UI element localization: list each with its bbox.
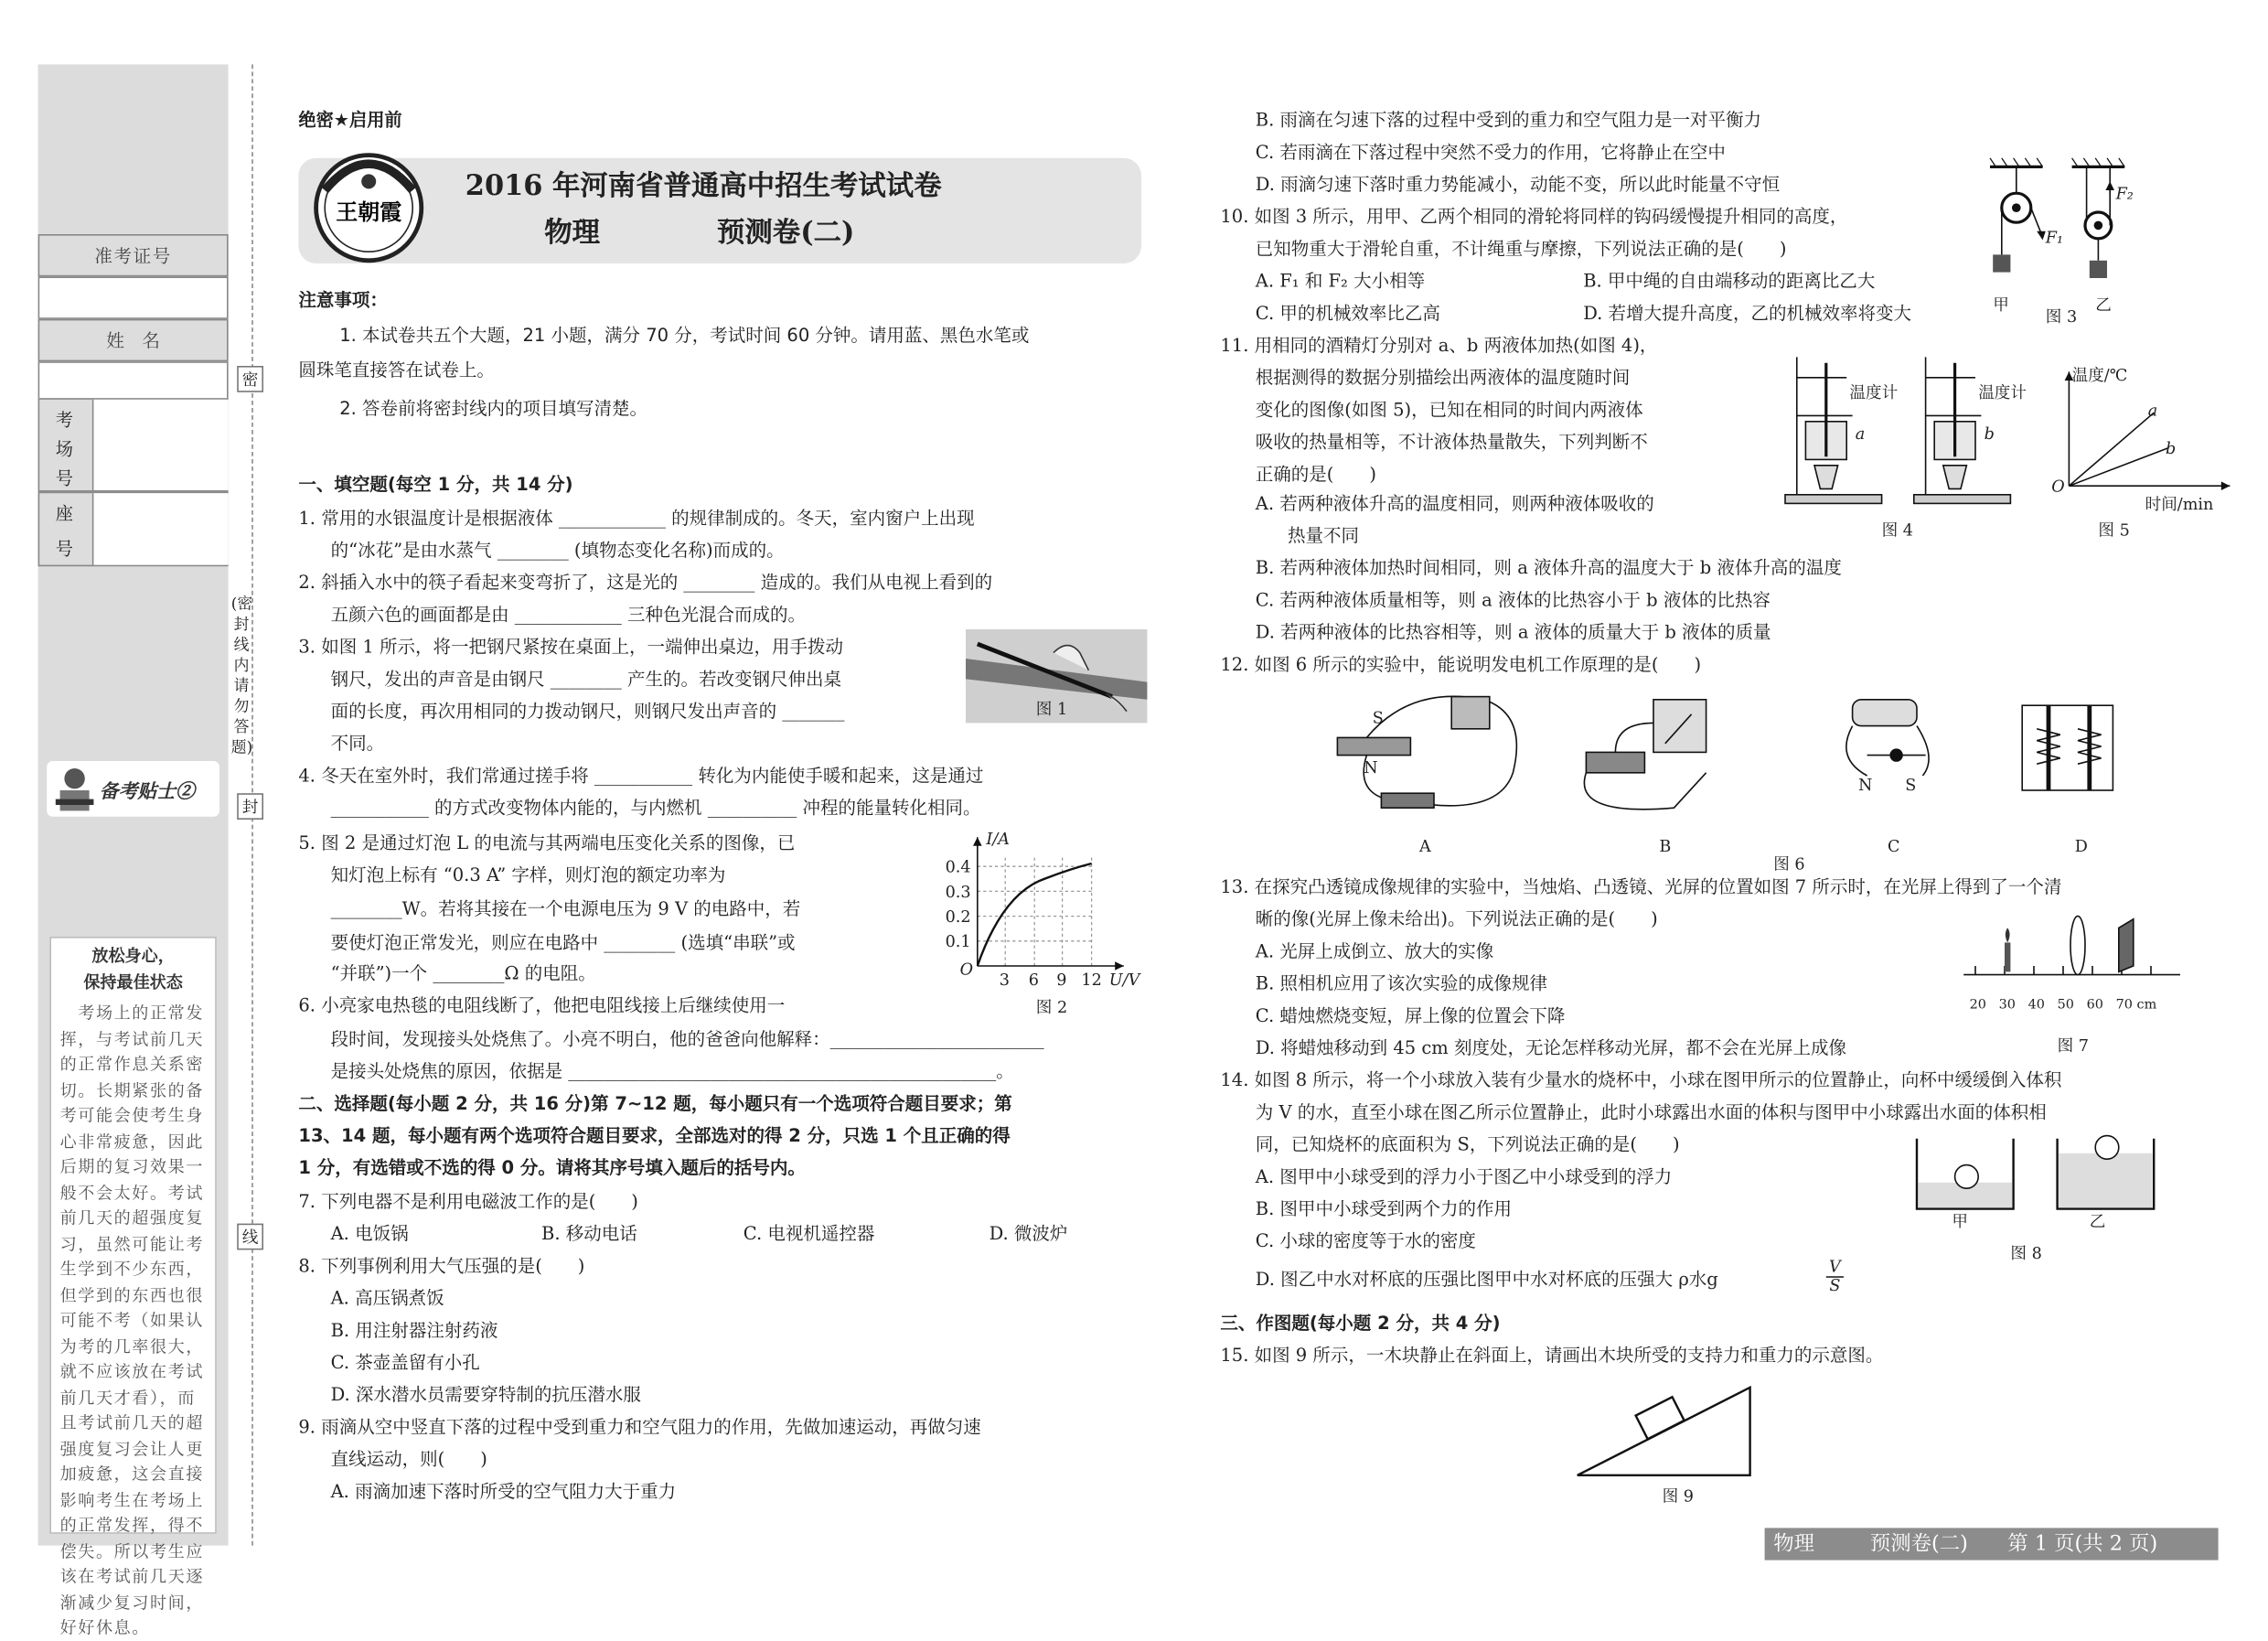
q9-option-b: B. 雨滴在匀速下落的过程中受到的重力和空气阻力是一对平衡力 bbox=[1255, 110, 1762, 131]
q11-stem-1: 11. 用相同的酒精灯分别对 a、b 两液体加热(如图 4)， bbox=[1220, 335, 1658, 356]
q14-fraction-denominator: S bbox=[1829, 1276, 1841, 1295]
q9-option-c: C. 若雨滴在下落过程中突然不受力的作用，它将静止在空中 bbox=[1255, 142, 1726, 163]
fig6-a-pole-s: S bbox=[1372, 708, 1384, 728]
fig2-caption: 图 2 bbox=[1035, 998, 1068, 1017]
fig7-tick-40: 40 bbox=[2027, 998, 2045, 1014]
publisher-seal-logo bbox=[305, 146, 433, 266]
fig7-tick-30: 30 bbox=[1998, 998, 2016, 1014]
fig3-f2: F₂ bbox=[2115, 184, 2134, 204]
q13-stem-2: 晰的像(光屏上像未给出)。下列说法正确的是( ) bbox=[1255, 908, 1658, 929]
q8-stem: 8. 下列事例利用大气压强的是( ) bbox=[298, 1255, 585, 1277]
fig6-experiments bbox=[1322, 685, 2127, 837]
q5-line1: 5. 图 2 是通过灯泡 L 的电流与其两端电压变化关系的图像，已 bbox=[298, 832, 796, 853]
room-cell bbox=[38, 398, 229, 491]
fig5-x-axis-label: 时间/min bbox=[2145, 494, 2214, 514]
fig4-liquid-a: a bbox=[1855, 424, 1866, 444]
student-reading-icon bbox=[53, 764, 97, 813]
fig2-x-tick-3: 3 bbox=[999, 970, 1010, 990]
q2-line2: 五颜六色的画面都是由 ____________ 三种色光混合而成的。 bbox=[330, 604, 807, 626]
fig3-f1: F₁ bbox=[2045, 228, 2064, 248]
q10-option-a: A. F₁ 和 F₂ 大小相等 bbox=[1255, 271, 1426, 292]
q4-line2: ___________ 的方式改变物体内能的，与内燃机 __________ 冲程的能量转化相同。 bbox=[330, 798, 981, 819]
notes-heading: 注意事项： bbox=[298, 289, 388, 311]
fig4-caption: 图 4 bbox=[1881, 520, 1913, 541]
fig3-caption: 图 3 bbox=[2045, 307, 2078, 327]
q10-option-c: C. 甲的机械效率比乙高 bbox=[1255, 303, 1440, 324]
fig6-option-c: C bbox=[1888, 837, 1900, 856]
q10-option-b: B. 甲中绳的自由端移动的距离比乙大 bbox=[1583, 271, 1876, 292]
fig8-beakers bbox=[1911, 1132, 2180, 1217]
q7-option-d: D. 微波炉 bbox=[989, 1223, 1068, 1244]
name-label-cell bbox=[38, 319, 229, 361]
fig7-tick-20: 20 bbox=[1969, 998, 1986, 1014]
page-footer bbox=[1765, 1528, 2219, 1560]
seal-note: (密封线内请勿答题) bbox=[230, 595, 253, 757]
fig3-label-jia: 甲 bbox=[1993, 295, 2009, 315]
q13-option-b: B. 照相机应用了该次实验的成像规律 bbox=[1255, 973, 1548, 994]
q7-option-a: A. 电饭锅 bbox=[330, 1223, 409, 1244]
seat-label: 座号 bbox=[55, 503, 73, 560]
q11-stem-5: 正确的是( ) bbox=[1255, 464, 1377, 485]
q5-line4: 要使灯泡正常发光，则应在电路中 ________ (选填“串联”或 bbox=[330, 932, 796, 953]
tip-heading-2: 保持最佳状态 bbox=[83, 971, 183, 992]
fig2-x-axis-label: U/V bbox=[1108, 970, 1140, 990]
q11-option-d: D. 若两种液体的比热容相等，则 a 液体的质量大于 b 液体的质量 bbox=[1255, 622, 1771, 643]
tip-heading-1: 放松身心， bbox=[91, 945, 175, 966]
confidential-mark: 绝密★启用前 bbox=[298, 110, 402, 131]
q3-line2: 钢尺，发出的声音是由钢尺 ________ 产生的。若改变钢尺伸出桌 bbox=[330, 669, 842, 690]
svg-text:王朝霞: 王朝霞 bbox=[336, 198, 402, 225]
q9-option-a: A. 雨滴加速下落时所受的空气阻力大于重力 bbox=[330, 1481, 677, 1502]
fig4-thermometer-label-2: 温度计 bbox=[1978, 383, 2027, 402]
tip-banner bbox=[47, 761, 219, 817]
q14-stem-2: 为 V 的水，直至小球在图乙所示位置静止，此时小球露出水面的体积与图甲中小球露出水面的体积相 bbox=[1255, 1101, 2047, 1123]
admission-number-field[interactable] bbox=[38, 276, 229, 318]
q14-fraction bbox=[1826, 1259, 1844, 1295]
q11-option-b: B. 若两种液体加热时间相同，则 a 液体升高的温度大于 b 液体升高的温度 bbox=[1255, 557, 1842, 578]
q4-line1: 4. 冬天在室外时，我们常通过搓手将 ___________ 转化为内能使手暖和起来，这是通过 bbox=[298, 765, 984, 787]
fig5-y-axis-label: 温度/℃ bbox=[2071, 366, 2128, 385]
q11-option-a-2: 热量不同 bbox=[1288, 525, 1359, 546]
q12-stem: 12. 如图 6 所示的实验中，能说明发电机工作原理的是( ) bbox=[1220, 654, 1702, 675]
seal-mark-xian: 线 bbox=[237, 1224, 263, 1250]
section1-heading: 一、填空题(每空 1 分，共 14 分) bbox=[298, 474, 573, 495]
exam-title: 2016 年河南省普通高中招生考试试卷 bbox=[465, 169, 942, 202]
q8-option-b: B. 用注射器注射药液 bbox=[330, 1320, 498, 1341]
q6-line2: 段时间，发现接头处烧焦了。小亮不明白，他的爸爸向他解释：________________________ bbox=[330, 1028, 1044, 1050]
fig1-caption: 图 1 bbox=[1035, 699, 1068, 719]
fig2-origin: O bbox=[959, 960, 974, 980]
q3-line3: 面的长度，再次用相同的力拨动钢尺，则钢尺发出声音的 _______ bbox=[330, 701, 845, 722]
fig7-tick-70: 70 cm bbox=[2115, 998, 2157, 1014]
q14-option-d: D. 图乙中水对杯底的压强比图甲中水对杯底的压强大 ρ水g bbox=[1255, 1269, 1718, 1290]
q6-line1: 6. 小亮家电热毯的电阻线断了，他把电阻线接上后继续使用一 bbox=[298, 995, 786, 1016]
q3-line4: 不同。 bbox=[330, 733, 385, 754]
fig2-y-tick-0.3: 0.3 bbox=[945, 882, 971, 902]
fig6-option-b: B bbox=[1659, 837, 1672, 856]
q8-option-d: D. 深水潜水员需要穿特制的抗压潜水服 bbox=[330, 1384, 641, 1405]
section3-heading: 三、作图题(每小题 2 分，共 4 分) bbox=[1220, 1313, 1501, 1334]
fig6-option-d: D bbox=[2074, 837, 2088, 856]
fig6-c-pole-n: N bbox=[1858, 776, 1873, 795]
fig8-label-yi: 乙 bbox=[2089, 1211, 2106, 1231]
q8-option-c: C. 茶壶盖留有小孔 bbox=[330, 1352, 480, 1373]
fig4-thermometer-label-1: 温度计 bbox=[1849, 383, 1899, 402]
fig2-y-tick-0.1: 0.1 bbox=[945, 932, 971, 951]
q7-option-c: C. 电视机遥控器 bbox=[743, 1223, 875, 1244]
room-label: 考场号 bbox=[55, 410, 73, 489]
q6-line3: 是接头处烧焦的原因，依据是 ________________________________________________。 bbox=[330, 1061, 1014, 1082]
q1-line1: 1. 常用的水银温度计是根据液体 ____________ 的规律制成的。冬天，室内窗户上出现 bbox=[298, 508, 975, 529]
fig7-tick-60: 60 bbox=[2086, 998, 2103, 1014]
fig2-x-tick-12: 12 bbox=[1081, 970, 1102, 990]
q11-option-a-1: A. 若两种液体升高的温度相同，则两种液体吸收的 bbox=[1255, 493, 1654, 514]
q14-option-a: A. 图甲中小球受到的浮力小于图乙中小球受到的浮力 bbox=[1255, 1166, 1673, 1187]
name-label: 姓 名 bbox=[106, 330, 160, 351]
q13-option-a: A. 光屏上成倒立、放大的实像 bbox=[1255, 940, 1494, 962]
note-1a: 1. 本试卷共五个大题，21 小题，满分 70 分，考试时间 60 分钟。请用蓝、黑色水笔或 bbox=[339, 325, 1030, 346]
section2-heading-1: 二、选择题(每小题 2 分，共 16 分)第 7~12 题，每小题只有一个选项符合题目要求；第 bbox=[298, 1093, 1012, 1114]
q5-line2: 知灯泡上标有 “0.3 A” 字样，则灯泡的额定功率为 bbox=[330, 864, 726, 885]
footer-page: 第 1 页(共 2 页) bbox=[2007, 1532, 2158, 1556]
fig2-y-tick-0.4: 0.4 bbox=[945, 857, 971, 877]
exam-subtitle: 预测卷(二) bbox=[717, 216, 855, 249]
fig8-caption: 图 8 bbox=[2010, 1244, 2042, 1263]
q11-option-c: C. 若两种液体质量相等，则 a 液体的比热容小于 b 液体的比热容 bbox=[1255, 589, 1771, 611]
seat-cell bbox=[38, 492, 229, 567]
fig7-caption: 图 7 bbox=[2057, 1035, 2089, 1056]
fig2-y-tick-0.2: 0.2 bbox=[945, 907, 971, 927]
seal-mark-mi: 密 bbox=[237, 366, 263, 392]
fig6-option-a: A bbox=[1419, 837, 1431, 856]
fig2-iv-graph bbox=[951, 829, 1149, 990]
q2-line1: 2. 斜插入水中的筷子看起来变弯折了，这是光的 ________ 造成的。我们从电视上看到的 bbox=[298, 572, 993, 593]
name-field[interactable] bbox=[38, 361, 229, 401]
q15-stem: 15. 如图 9 所示，一木块静止在斜面上，请画出木块所受的支持力和重力的示意图。 bbox=[1220, 1345, 1884, 1366]
q11-stem-4: 吸收的热量相等，不计液体热量散失，下列判断不 bbox=[1255, 432, 1648, 453]
fig9-incline-block bbox=[1571, 1381, 1756, 1481]
binding-sidebar bbox=[38, 64, 229, 1638]
q7-stem: 7. 下列电器不是利用电磁波工作的是( ) bbox=[298, 1191, 638, 1212]
q13-option-c: C. 蜡烛燃烧变短，屏上像的位置会下降 bbox=[1255, 1005, 1566, 1026]
seat-field[interactable] bbox=[92, 493, 229, 564]
q11-stem-2: 根据测得的数据分别描绘出两液体的温度随时间 bbox=[1255, 367, 1631, 388]
tip-body: 考场上的正常发挥，与考试前几天的正常作息关系密切。长期紧张的备考可能会使考生身心非常疲惫，因此后期的复习效果一般不会太好。考试前几天的超强度复习，虽然可能让考生学到不少东西，但学到的东西也很可能不考（如果认为考的几率很大，就不应该放在考试前几天才看），而且考试前几天的超强度复习会让人更加疲惫，这会直接影响考生在考场上的正常发挥，得不偿失。所以考生应该在考试前几天逐渐减少复习时间，好好休息。 bbox=[59, 1003, 205, 1638]
q10-stem-1: 10. 如图 3 所示，用甲、乙两个相同的滑轮将同样的钩码缓慢提升相同的高度， bbox=[1220, 206, 1848, 227]
fig6-caption: 图 6 bbox=[1773, 854, 1805, 874]
q14-fraction-numerator: V bbox=[1826, 1259, 1844, 1278]
q10-option-d: D. 若增大提升高度，乙的机械效率将变大 bbox=[1583, 303, 1912, 324]
q7-option-b: B. 移动电话 bbox=[541, 1223, 637, 1244]
admission-label: 准考证号 bbox=[94, 245, 172, 267]
q13-stem-1: 13. 在探究凸透镜成像规律的实验中，当烛焰、凸透镜、光屏的位置如图 7 所示时，在光屏上得到了一个清 bbox=[1220, 876, 2062, 897]
exam-subject: 物理 bbox=[544, 216, 601, 249]
fig2-y-axis-label: I/A bbox=[986, 830, 1010, 849]
q8-option-a: A. 高压锅煮饭 bbox=[330, 1288, 444, 1309]
note-2: 2. 答卷前将密封线内的项目填写清楚。 bbox=[339, 398, 648, 419]
q11-stem-3: 变化的图像(如图 5)，已知在相同的时间内两液体 bbox=[1255, 399, 1643, 421]
q9-option-d: D. 雨滴匀速下落时重力势能减小，动能不变，所以此时能量不守恒 bbox=[1255, 174, 1781, 195]
fig5-line-b: b bbox=[2166, 439, 2177, 458]
q10-stem-2: 已知物重大于滑轮自重，不计绳重与摩擦，下列说法正确的是( ) bbox=[1255, 238, 1787, 260]
q5-line5: “并联”)一个 ________Ω 的电阻。 bbox=[330, 962, 596, 984]
footer-subject: 物理 bbox=[1773, 1532, 1814, 1556]
admission-label-cell bbox=[38, 234, 229, 276]
tip-title: 备考贴士② bbox=[99, 781, 195, 804]
fig7-optical-bench bbox=[1961, 907, 2195, 1001]
q9-stem-2: 直线运动，则( ) bbox=[330, 1449, 487, 1470]
note-1b: 圆珠笔直接答在试卷上。 bbox=[298, 359, 495, 381]
q1-line2: 的“冰花”是由水蒸气 ________ (填物态变化名称)而成的。 bbox=[330, 540, 785, 561]
q13-option-d: D. 将蜡烛移动到 45 cm 刻度处，无论怎样移动光屏，都不会在光屏上成像 bbox=[1255, 1037, 1846, 1058]
fig3-label-yi: 乙 bbox=[2095, 295, 2112, 315]
seal-mark-feng: 封 bbox=[237, 793, 263, 820]
section2-heading-2: 13、14 题，每小题有两个选项符合题目要求，全部选对的得 2 分，只选 1 个且正确的得 bbox=[298, 1125, 1011, 1146]
section2-heading-3: 1 分，有选错或不选的得 0 分。请将其序号填入题后的括号内。 bbox=[298, 1157, 806, 1178]
fig6-a-pole-n: N bbox=[1364, 757, 1378, 778]
room-field[interactable] bbox=[92, 400, 229, 490]
fig5-line-a: a bbox=[2147, 401, 2158, 421]
q3-line1: 3. 如图 1 所示，将一把钢尺紧按在桌面上，一端伸出桌边，用手拨动 bbox=[298, 637, 844, 658]
fig8-label-jia: 甲 bbox=[1952, 1211, 1968, 1231]
tip-panel bbox=[49, 937, 216, 1638]
fig4-liquid-b: b bbox=[1984, 424, 1995, 444]
fig2-x-tick-6: 6 bbox=[1028, 970, 1039, 990]
q9-stem-1: 9. 雨滴从空中竖直下落的过程中受到重力和空气阻力的作用，先做加速运动，再做匀速 bbox=[298, 1416, 981, 1438]
fig2-x-tick-9: 9 bbox=[1056, 970, 1067, 990]
q5-line3: ________W。若将其接在一个电源电压为 9 V 的电路中，若 bbox=[330, 898, 801, 919]
fig6-c-pole-s: S bbox=[1905, 776, 1917, 795]
q14-option-c: C. 小球的密度等于水的密度 bbox=[1255, 1230, 1476, 1251]
fig9-caption: 图 9 bbox=[1662, 1486, 1694, 1507]
q14-stem-1: 14. 如图 8 所示，将一个小球放入装有少量水的烧杯中，小球在图甲所示的位置静止，向杯中缓缓倒入体积 bbox=[1220, 1069, 2062, 1090]
fig7-tick-50: 50 bbox=[2057, 998, 2074, 1014]
fig5-origin: O bbox=[2051, 477, 2065, 497]
fig5-caption: 图 5 bbox=[2098, 520, 2130, 541]
footer-paper: 预测卷(二) bbox=[1869, 1532, 1968, 1556]
q14-stem-3: 同，已知烧杯的底面积为 S，下列说法正确的是( ) bbox=[1255, 1134, 1680, 1155]
q14-option-b: B. 图甲中小球受到两个力的作用 bbox=[1255, 1198, 1513, 1219]
